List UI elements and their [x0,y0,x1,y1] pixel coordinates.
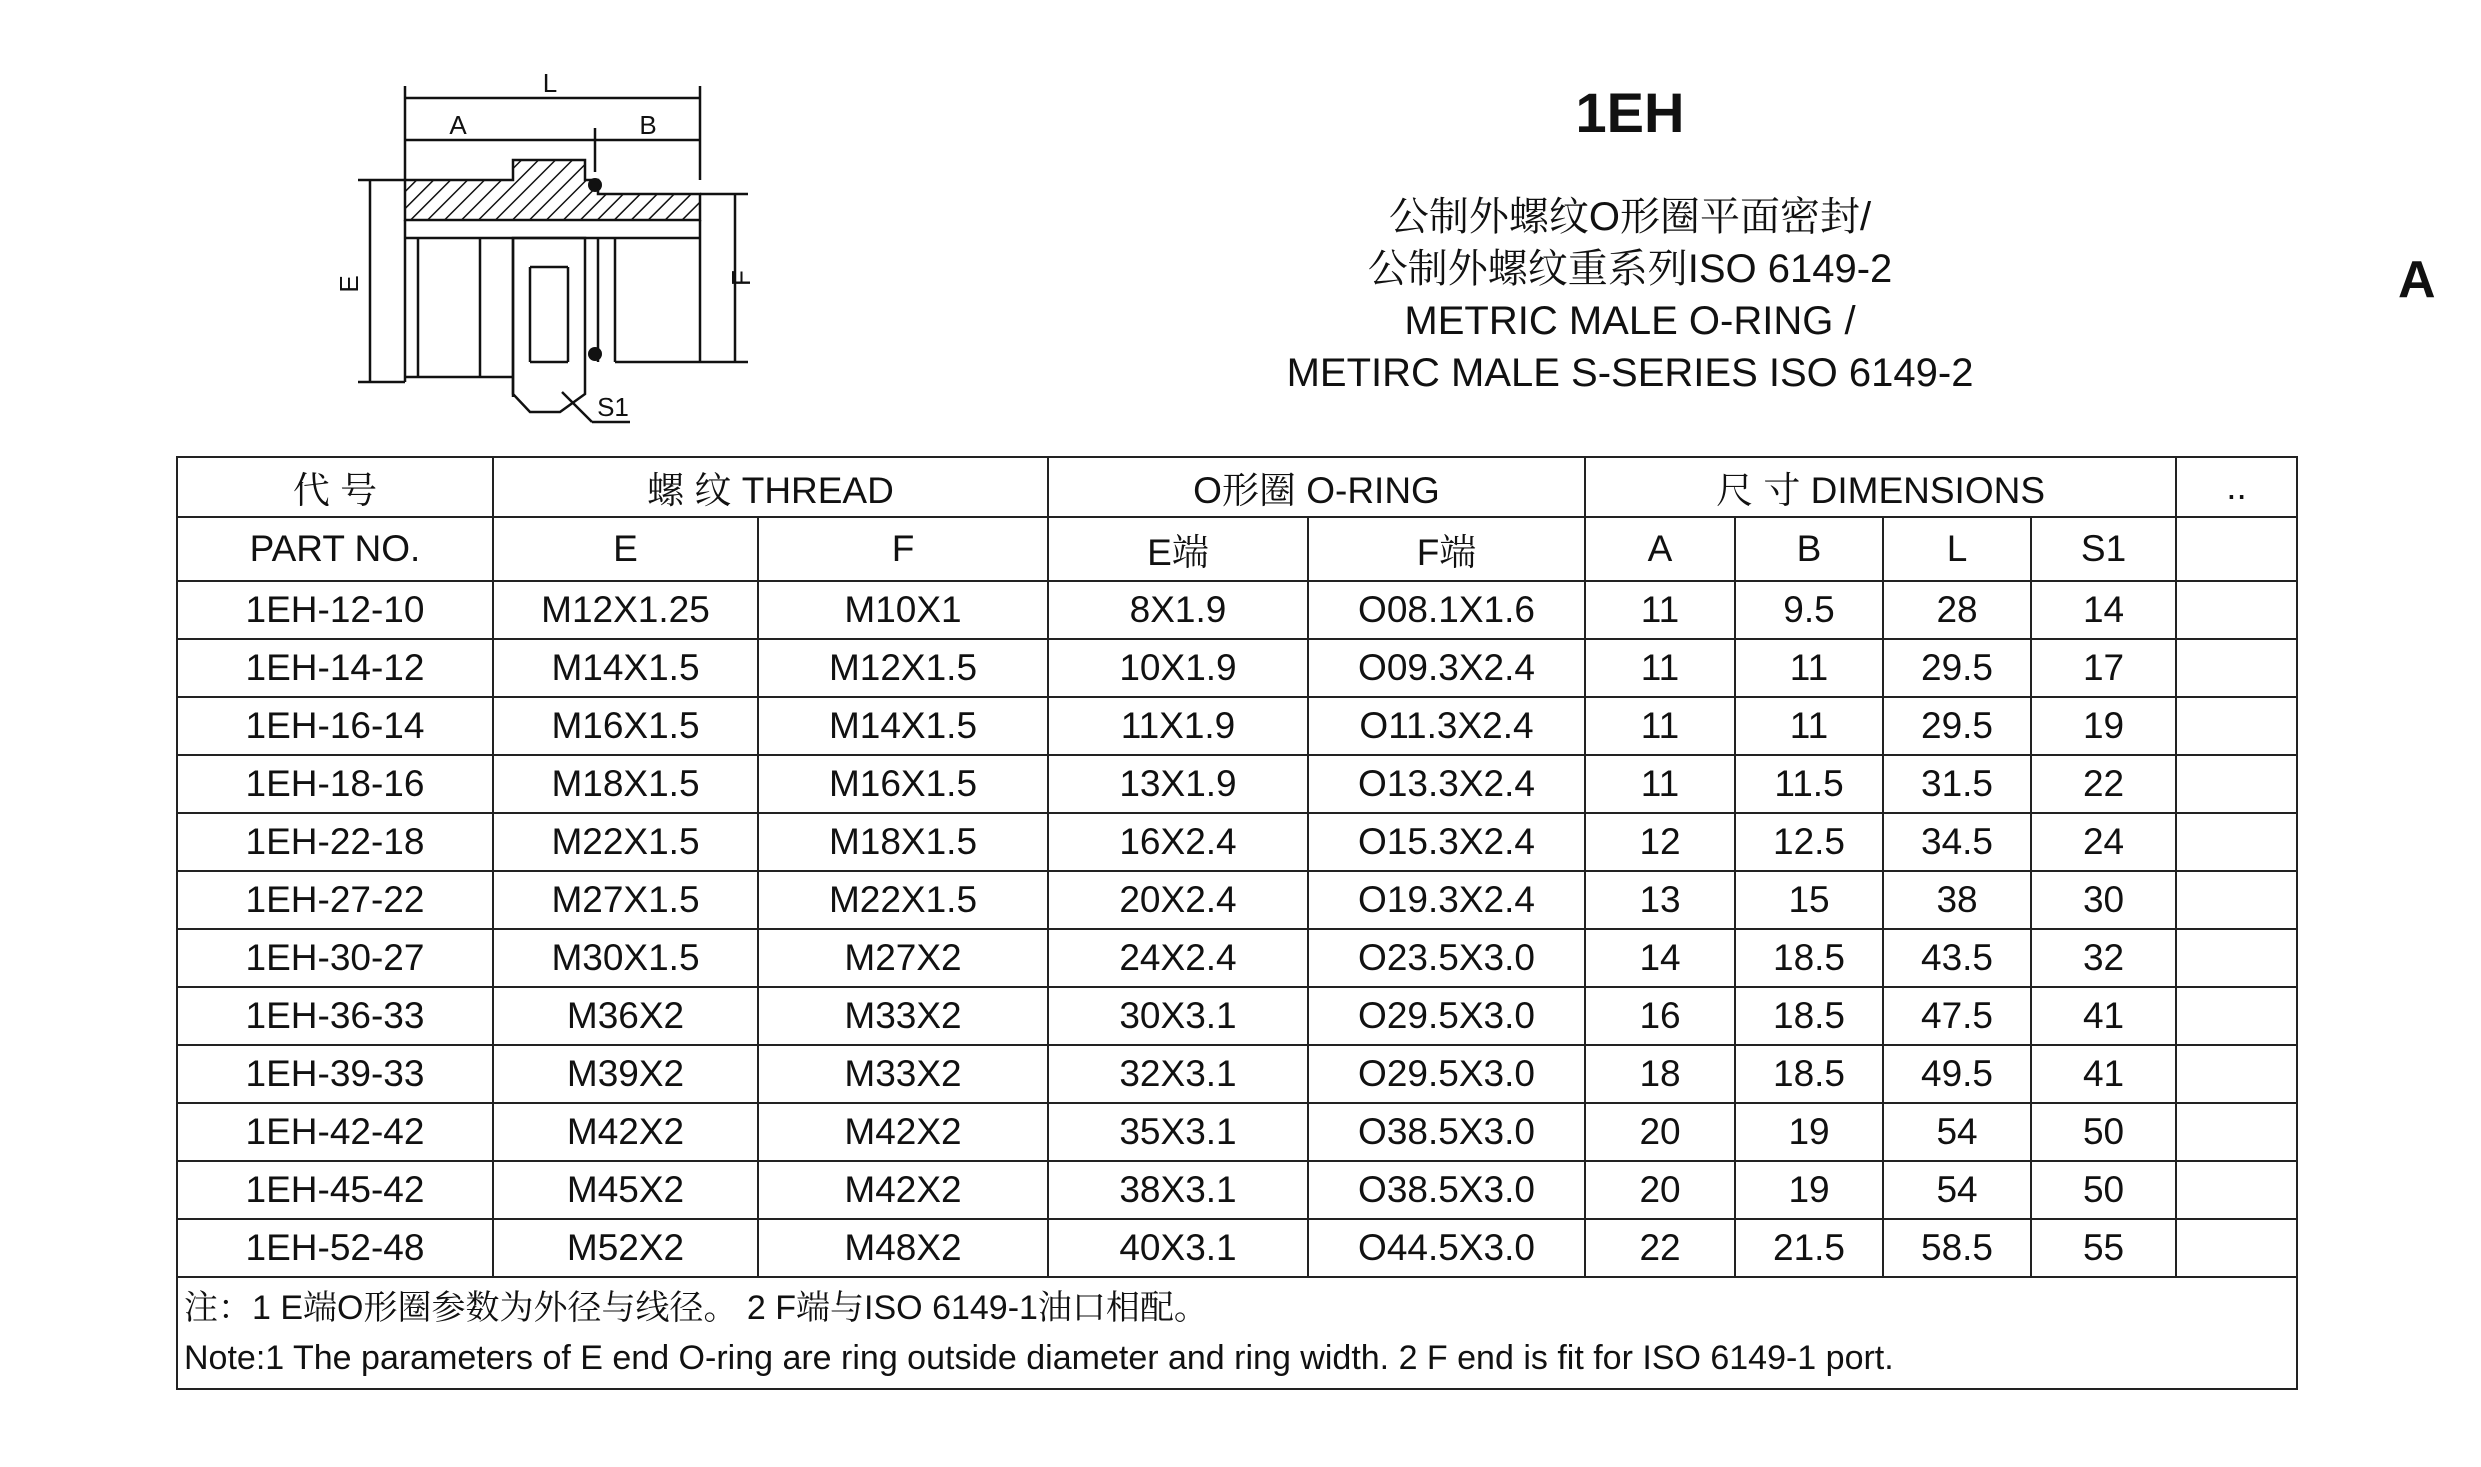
cell-dim-a: 12 [1585,813,1735,871]
oring-group-header: O形圈 O-RING [1048,457,1585,517]
cell-dim-s1: 19 [2031,697,2176,755]
cell-empty [2176,639,2297,697]
cell-oring-f: O38.5X3.0 [1308,1103,1585,1161]
cell-oring-f: O15.3X2.4 [1308,813,1585,871]
cell-thread-f: M16X1.5 [758,755,1048,813]
cell-dim-s1: 50 [2031,1103,2176,1161]
header-row-groups [177,457,2297,517]
cell-oring-f: O09.3X2.4 [1308,639,1585,697]
cell-thread-e: M22X1.5 [493,813,758,871]
cell-dim-l: 54 [1883,1161,2031,1219]
cell-part-no: 1EH-12-10 [177,581,493,639]
cell-dim-b: 21.5 [1735,1219,1883,1277]
cell-dim-a: 18 [1585,1045,1735,1103]
cell-thread-e: M52X2 [493,1219,758,1277]
cell-oring-f: O13.3X2.4 [1308,755,1585,813]
cell-thread-e: M30X1.5 [493,929,758,987]
cell-dim-l: 54 [1883,1103,2031,1161]
cell-empty [2176,871,2297,929]
cell-thread-f: M12X1.5 [758,639,1048,697]
col-header-oring-f: F端 [1308,517,1585,581]
cell-part-no: 1EH-45-42 [177,1161,493,1219]
cell-dim-b: 19 [1735,1103,1883,1161]
cell-thread-e: M42X2 [493,1103,758,1161]
fitting-diagram [330,62,756,432]
cell-dim-b: 18.5 [1735,1045,1883,1103]
table-row [177,1045,2297,1103]
thread-group-header: 螺 纹 THREAD [493,457,1048,517]
oring-dot-top [588,178,602,192]
cell-dim-s1: 41 [2031,1045,2176,1103]
cell-dim-l: 38 [1883,871,2031,929]
section-letter: A [2398,251,2436,309]
cell-thread-f: M10X1 [758,581,1048,639]
spec-table [176,456,2298,1390]
cell-dim-s1: 55 [2031,1219,2176,1277]
cell-empty [2176,1103,2297,1161]
cell-thread-f: M14X1.5 [758,697,1048,755]
cell-empty [2176,987,2297,1045]
cell-oring-e: 11X1.9 [1048,697,1308,755]
model-code: 1EH [1575,81,1685,144]
col-header-thread-e: E [493,517,758,581]
cell-part-no: 1EH-16-14 [177,697,493,755]
label-s1: S1 [597,392,629,422]
table-row [177,1103,2297,1161]
cell-part-no: 1EH-42-42 [177,1103,493,1161]
cell-oring-f: O19.3X2.4 [1308,871,1585,929]
cell-dim-l: 31.5 [1883,755,2031,813]
label-e: E [334,275,364,293]
label-a: A [449,110,467,140]
cell-thread-f: M42X2 [758,1103,1048,1161]
cell-dim-l: 49.5 [1883,1045,2031,1103]
cell-thread-e: M18X1.5 [493,755,758,813]
cell-empty [2176,929,2297,987]
cell-oring-e: 32X3.1 [1048,1045,1308,1103]
col-header-oring-e: E端 [1048,517,1308,581]
label-l: L [542,68,558,98]
cell-dim-a: 20 [1585,1161,1735,1219]
title-block [1180,80,2080,399]
cell-dim-l: 34.5 [1883,813,2031,871]
cell-thread-e: M12X1.25 [493,581,758,639]
cell-dim-b: 11 [1735,697,1883,755]
cell-dim-s1: 24 [2031,813,2176,871]
cell-part-no: 1EH-14-12 [177,639,493,697]
table-row [177,871,2297,929]
col-header-b: B [1735,517,1883,581]
cell-dim-l: 47.5 [1883,987,2031,1045]
fitting-cross-section-drawing [330,62,756,432]
cell-thread-e: M14X1.5 [493,639,758,697]
cell-dim-s1: 30 [2031,871,2176,929]
cell-part-no: 1EH-30-27 [177,929,493,987]
cell-dim-a: 14 [1585,929,1735,987]
table-row [177,581,2297,639]
cell-oring-f: O08.1X1.6 [1308,581,1585,639]
cell-oring-e: 30X3.1 [1048,987,1308,1045]
cell-oring-e: 20X2.4 [1048,871,1308,929]
cell-thread-e: M39X2 [493,1045,758,1103]
cell-thread-f: M48X2 [758,1219,1048,1277]
cell-dim-a: 11 [1585,639,1735,697]
cell-dim-a: 20 [1585,1103,1735,1161]
table-row [177,1219,2297,1277]
cell-oring-f: O44.5X3.0 [1308,1219,1585,1277]
header-row-columns [177,517,2297,581]
note-cn: 注：1 E端O形圈参数为外径与线径。 2 F端与ISO 6149-1油口相配。 [184,1289,1208,1327]
title-en-line-2: METIRC MALE S-SERIES ISO 6149-2 [1286,351,1974,395]
table-row [177,755,2297,813]
cell-oring-e: 40X3.1 [1048,1219,1308,1277]
cell-oring-f: O29.5X3.0 [1308,1045,1585,1103]
label-b: B [639,110,657,140]
note-en: Note:1 The parameters of E end O-ring are ring outside diameter and ring width. 2 F end is fit for ISO 6149-1 port. [184,1339,1894,1377]
cell-thread-f: M18X1.5 [758,813,1048,871]
title-cn-line-1: 公制外螺纹O形圈平面密封/ [1388,195,1872,239]
cell-thread-f: M27X2 [758,929,1048,987]
cell-dim-a: 11 [1585,755,1735,813]
part-no-en-header: PART NO. [177,517,493,581]
cell-empty [2176,697,2297,755]
cell-part-no: 1EH-52-48 [177,1219,493,1277]
cell-thread-f: M42X2 [758,1161,1048,1219]
cell-dim-l: 29.5 [1883,639,2031,697]
cell-empty [2176,813,2297,871]
dimensions-mark: .. [2176,457,2297,517]
cell-dim-l: 28 [1883,581,2031,639]
cell-dim-s1: 14 [2031,581,2176,639]
cell-dim-b: 15 [1735,871,1883,929]
cell-thread-e: M16X1.5 [493,697,758,755]
cell-dim-l: 43.5 [1883,929,2031,987]
cell-dim-b: 18.5 [1735,987,1883,1045]
col-header-a: A [1585,517,1735,581]
table-row [177,1161,2297,1219]
label-f: F [726,270,756,286]
cell-dim-s1: 32 [2031,929,2176,987]
cell-oring-e: 10X1.9 [1048,639,1308,697]
cell-empty [2176,1045,2297,1103]
note-row [177,1277,2297,1389]
col-header-s1: S1 [2031,517,2176,581]
cell-part-no: 1EH-39-33 [177,1045,493,1103]
cell-thread-e: M45X2 [493,1161,758,1219]
part-no-cn-header: 代 号 [177,457,493,517]
cell-dim-l: 29.5 [1883,697,2031,755]
cell-dim-s1: 22 [2031,755,2176,813]
oring-dot-bottom [588,347,602,361]
cell-oring-f: O11.3X2.4 [1308,697,1585,755]
cell-part-no: 1EH-27-22 [177,871,493,929]
cell-dim-a: 11 [1585,581,1735,639]
cell-oring-e: 13X1.9 [1048,755,1308,813]
cell-oring-e: 8X1.9 [1048,581,1308,639]
cell-thread-e: M27X1.5 [493,871,758,929]
table-row [177,929,2297,987]
cell-part-no: 1EH-18-16 [177,755,493,813]
cell-dim-s1: 50 [2031,1161,2176,1219]
cell-dim-b: 18.5 [1735,929,1883,987]
table-row [177,697,2297,755]
cell-empty [2176,581,2297,639]
cell-dim-l: 58.5 [1883,1219,2031,1277]
cell-dim-b: 12.5 [1735,813,1883,871]
cell-dim-s1: 41 [2031,987,2176,1045]
empty-header-cell [2176,517,2297,581]
cell-oring-e: 38X3.1 [1048,1161,1308,1219]
title-cn-line-2: 公制外螺纹重系列ISO 6149-2 [1367,247,1893,291]
cell-part-no: 1EH-22-18 [177,813,493,871]
cell-oring-f: O23.5X3.0 [1308,929,1585,987]
cell-empty [2176,1219,2297,1277]
col-header-thread-f: F [758,517,1048,581]
cell-dim-b: 11.5 [1735,755,1883,813]
cell-thread-f: M33X2 [758,1045,1048,1103]
cell-dim-a: 11 [1585,697,1735,755]
title-en-line-1: METRIC MALE O-RING / [1404,299,1856,343]
table-row [177,987,2297,1045]
cell-dim-b: 19 [1735,1161,1883,1219]
cell-empty [2176,755,2297,813]
cell-oring-e: 16X2.4 [1048,813,1308,871]
cell-dim-s1: 17 [2031,639,2176,697]
cell-part-no: 1EH-36-33 [177,987,493,1045]
cell-thread-f: M22X1.5 [758,871,1048,929]
cell-thread-e: M36X2 [493,987,758,1045]
cell-empty [2176,1161,2297,1219]
cell-oring-e: 24X2.4 [1048,929,1308,987]
cell-thread-f: M33X2 [758,987,1048,1045]
cell-dim-b: 9.5 [1735,581,1883,639]
table-row [177,639,2297,697]
cell-dim-a: 16 [1585,987,1735,1045]
note-cell [177,1277,2297,1389]
table-row [177,813,2297,871]
cell-dim-a: 22 [1585,1219,1735,1277]
dimensions-group-header: 尺 寸 DIMENSIONS [1585,457,2176,517]
col-header-l: L [1883,517,2031,581]
cell-dim-b: 11 [1735,639,1883,697]
cell-oring-e: 35X3.1 [1048,1103,1308,1161]
cell-oring-f: O38.5X3.0 [1308,1161,1585,1219]
cell-oring-f: O29.5X3.0 [1308,987,1585,1045]
cell-dim-a: 13 [1585,871,1735,929]
